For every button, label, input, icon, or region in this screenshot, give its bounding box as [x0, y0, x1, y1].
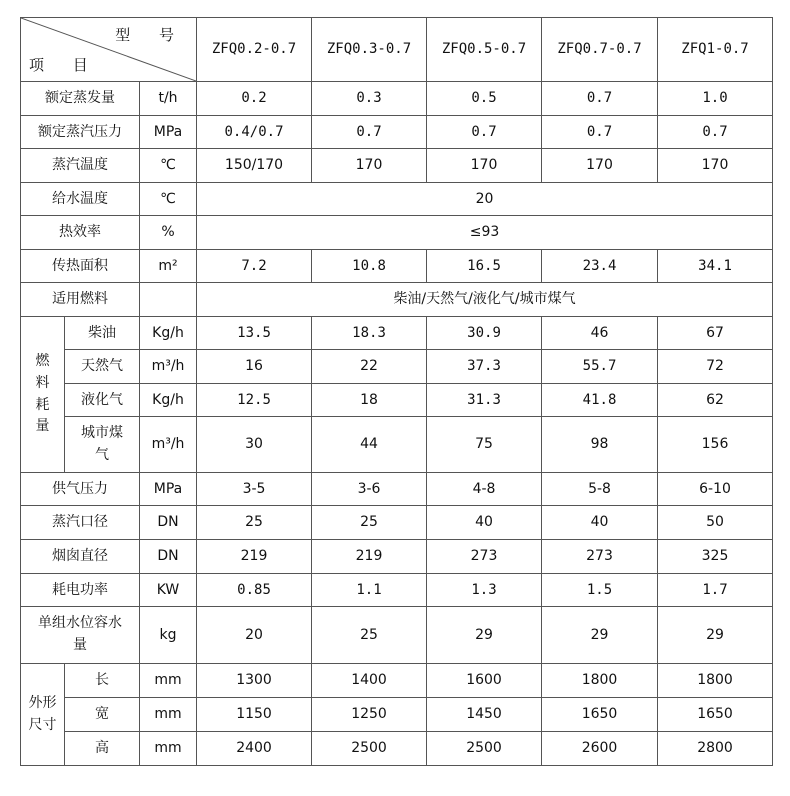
row-unit: m³/h — [140, 350, 197, 384]
cell-value: 29 — [427, 607, 542, 664]
cell-value: 1.3 — [427, 574, 542, 607]
cell-value: 18.3 — [312, 317, 427, 350]
row-label: 宽 — [65, 698, 140, 732]
row-unit: kg — [140, 607, 197, 664]
cell-value: 41.8 — [542, 384, 658, 417]
cell-value: 55.7 — [542, 350, 658, 384]
cell-value: 5-8 — [542, 473, 658, 506]
cell-value: 2500 — [427, 732, 542, 766]
cell-value: 12.5 — [197, 384, 312, 417]
merged-value: 20 — [197, 183, 773, 216]
cell-value: 29 — [658, 607, 773, 664]
cell-value: 22 — [312, 350, 427, 384]
cell-value: 0.7 — [542, 116, 658, 149]
row-label: 传热面积 — [21, 250, 140, 283]
row-unit: DN — [140, 506, 197, 540]
model-header: ZFQ1-0.7 — [658, 18, 773, 82]
model-header: ZFQ0.5-0.7 — [427, 18, 542, 82]
cell-value: 1650 — [542, 698, 658, 732]
cell-value: 34.1 — [658, 250, 773, 283]
cell-value: 25 — [312, 607, 427, 664]
row-fuel-diesel — [21, 317, 773, 350]
cell-value: 18 — [312, 384, 427, 417]
cell-value: 156 — [658, 417, 773, 473]
cell-value: 273 — [427, 540, 542, 574]
cell-value: 37.3 — [427, 350, 542, 384]
cell-value: 1.5 — [542, 574, 658, 607]
row-fuel — [21, 283, 773, 317]
cell-value: 1.7 — [658, 574, 773, 607]
corner-item-label: 项 目 — [29, 55, 100, 74]
row-unit: DN — [140, 540, 197, 574]
row-steam-outlet — [21, 506, 773, 540]
cell-value: 67 — [658, 317, 773, 350]
cell-value: 2600 — [542, 732, 658, 766]
cell-value: 1.0 — [658, 82, 773, 116]
row-unit: MPa — [140, 116, 197, 149]
row-unit: % — [140, 216, 197, 250]
cell-value: 50 — [658, 506, 773, 540]
row-label: 额定蒸发量 — [21, 82, 140, 116]
row-feed-temp — [21, 183, 773, 216]
cell-value: 30.9 — [427, 317, 542, 350]
row-unit: mm — [140, 732, 197, 766]
cell-value: 1400 — [312, 664, 427, 698]
cell-value: 1450 — [427, 698, 542, 732]
cell-value: 0.3 — [312, 82, 427, 116]
row-unit: mm — [140, 664, 197, 698]
cell-value: 30 — [197, 417, 312, 473]
cell-value: 3-6 — [312, 473, 427, 506]
row-label: 供气压力 — [21, 473, 140, 506]
row-width — [21, 698, 773, 732]
cell-value: 31.3 — [427, 384, 542, 417]
cell-value: 7.2 — [197, 250, 312, 283]
corner-cell — [21, 18, 197, 82]
cell-value: 3-5 — [197, 473, 312, 506]
cell-value: 219 — [197, 540, 312, 574]
row-label: 蒸汽温度 — [21, 149, 140, 183]
cell-value: 10.8 — [312, 250, 427, 283]
row-fuel-natural-gas — [21, 350, 773, 384]
row-height — [21, 732, 773, 766]
row-label: 适用燃料 — [21, 283, 140, 317]
cell-value: 1800 — [658, 664, 773, 698]
header-row — [21, 18, 773, 82]
cell-value: 23.4 — [542, 250, 658, 283]
row-chimney — [21, 540, 773, 574]
dimensions-group-label: 外形 尺寸 — [21, 664, 65, 766]
cell-value: 0.5 — [427, 82, 542, 116]
row-unit: KW — [140, 574, 197, 607]
row-power — [21, 574, 773, 607]
cell-value: 0.4/0.7 — [197, 116, 312, 149]
cell-value: 13.5 — [197, 317, 312, 350]
model-header: ZFQ0.7-0.7 — [542, 18, 658, 82]
cell-value: 4-8 — [427, 473, 542, 506]
model-header: ZFQ0.2-0.7 — [197, 18, 312, 82]
cell-value: 1650 — [658, 698, 773, 732]
row-unit: m² — [140, 250, 197, 283]
cell-value: 273 — [542, 540, 658, 574]
row-label: 天然气 — [65, 350, 140, 384]
cell-value: 6-10 — [658, 473, 773, 506]
cell-value: 1300 — [197, 664, 312, 698]
cell-value: 29 — [542, 607, 658, 664]
cell-value: 25 — [312, 506, 427, 540]
cell-value: 150/170 — [197, 149, 312, 183]
cell-value: 0.7 — [658, 116, 773, 149]
row-label: 长 — [65, 664, 140, 698]
row-length — [21, 664, 773, 698]
row-unit: ℃ — [140, 149, 197, 183]
cell-value: 325 — [658, 540, 773, 574]
cell-value: 40 — [427, 506, 542, 540]
merged-value: ≤93 — [197, 216, 773, 250]
cell-value: 1800 — [542, 664, 658, 698]
cell-value: 1600 — [427, 664, 542, 698]
model-header: ZFQ0.3-0.7 — [312, 18, 427, 82]
row-supply-pressure — [21, 473, 773, 506]
cell-value: 170 — [312, 149, 427, 183]
cell-value: 170 — [542, 149, 658, 183]
row-unit: ℃ — [140, 183, 197, 216]
row-unit: t/h — [140, 82, 197, 116]
row-fuel-lpg — [21, 384, 773, 417]
cell-value: 75 — [427, 417, 542, 473]
row-unit: Kg/h — [140, 317, 197, 350]
cell-value: 0.7 — [427, 116, 542, 149]
row-unit: MPa — [140, 473, 197, 506]
cell-value: 0.85 — [197, 574, 312, 607]
row-fuel-city-gas — [21, 417, 773, 473]
cell-value: 62 — [658, 384, 773, 417]
row-unit: m³/h — [140, 417, 197, 473]
row-efficiency — [21, 216, 773, 250]
spec-table — [20, 17, 773, 766]
cell-value: 0.2 — [197, 82, 312, 116]
fuel-consumption-group-label: 燃 料 耗 量 — [21, 317, 65, 473]
row-rated-pressure — [21, 116, 773, 149]
row-heat-area — [21, 250, 773, 283]
cell-value: 1.1 — [312, 574, 427, 607]
row-label: 液化气 — [65, 384, 140, 417]
cell-value: 46 — [542, 317, 658, 350]
row-unit: mm — [140, 698, 197, 732]
row-unit — [140, 283, 197, 317]
cell-value: 2400 — [197, 732, 312, 766]
row-label: 热效率 — [21, 216, 140, 250]
cell-value: 1250 — [312, 698, 427, 732]
cell-value: 98 — [542, 417, 658, 473]
merged-value: 柴油/天然气/液化气/城市煤气 — [197, 283, 773, 317]
cell-value: 0.7 — [542, 82, 658, 116]
row-label: 额定蒸汽压力 — [21, 116, 140, 149]
cell-value: 170 — [427, 149, 542, 183]
corner-model-label: 型 号 — [115, 26, 187, 44]
row-label: 单组水位容水 量 — [21, 607, 140, 664]
cell-value: 170 — [658, 149, 773, 183]
row-rated-steam — [21, 82, 773, 116]
cell-value: 2800 — [658, 732, 773, 766]
cell-value: 16 — [197, 350, 312, 384]
cell-value: 25 — [197, 506, 312, 540]
row-label: 给水温度 — [21, 183, 140, 216]
row-label: 高 — [65, 732, 140, 766]
row-label: 蒸汽口径 — [21, 506, 140, 540]
row-water-volume — [21, 607, 773, 664]
row-unit: Kg/h — [140, 384, 197, 417]
row-label: 柴油 — [65, 317, 140, 350]
cell-value: 72 — [658, 350, 773, 384]
row-label: 烟囱直径 — [21, 540, 140, 574]
cell-value: 40 — [542, 506, 658, 540]
row-label: 城市煤 气 — [65, 417, 140, 473]
cell-value: 1150 — [197, 698, 312, 732]
row-label: 耗电功率 — [21, 574, 140, 607]
row-steam-temp — [21, 149, 773, 183]
cell-value: 20 — [197, 607, 312, 664]
cell-value: 44 — [312, 417, 427, 473]
cell-value: 16.5 — [427, 250, 542, 283]
cell-value: 0.7 — [312, 116, 427, 149]
cell-value: 2500 — [312, 732, 427, 766]
cell-value: 219 — [312, 540, 427, 574]
